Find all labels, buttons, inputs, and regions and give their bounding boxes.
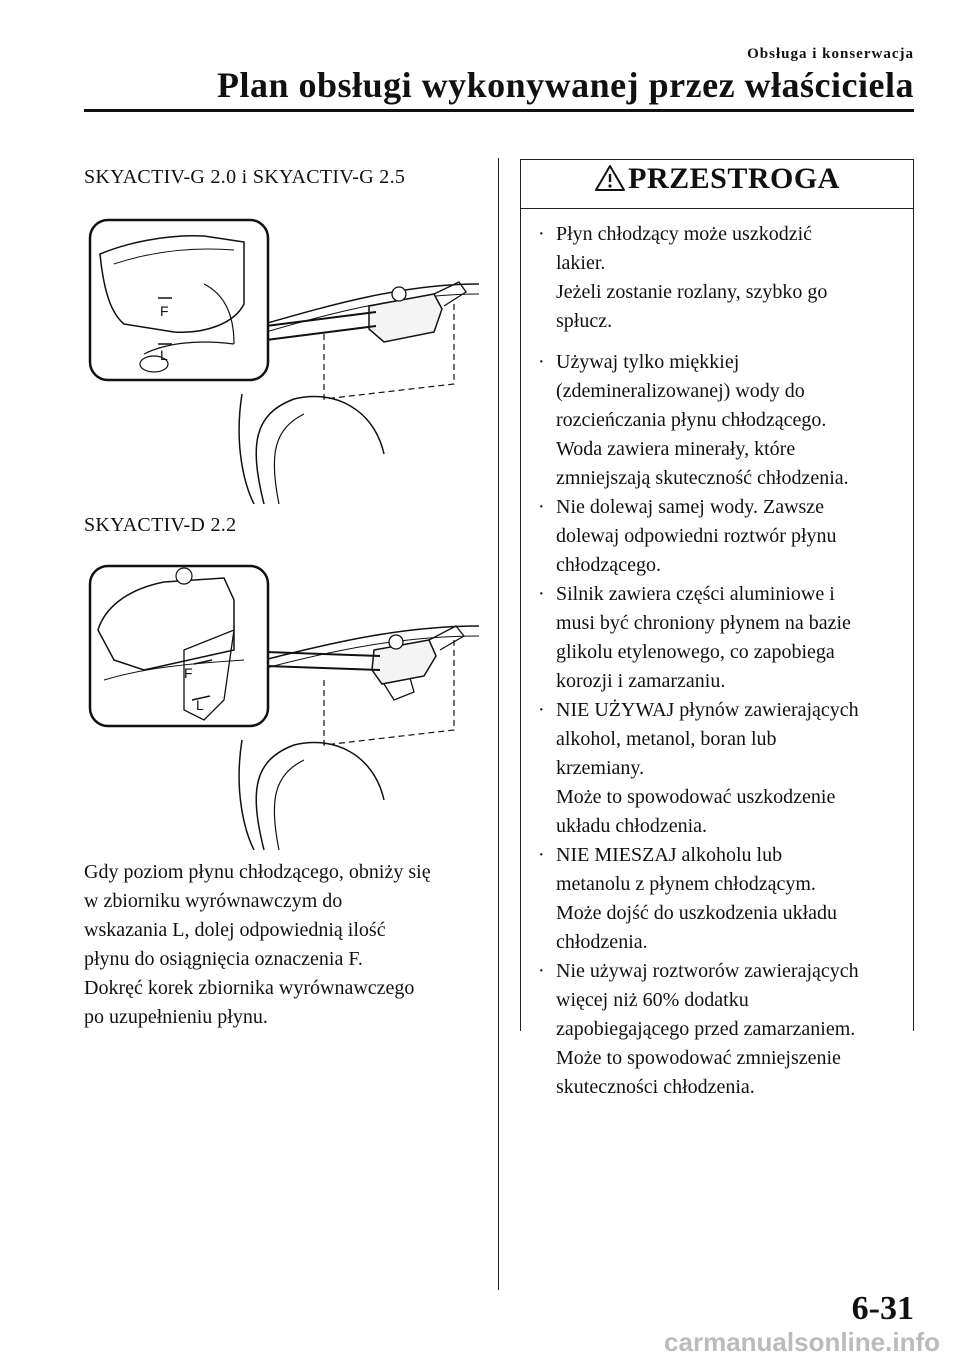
caution-line: alkohol, metanol, boran lub (556, 728, 777, 750)
caution-line: Jeżeli zostanie rozlany, szybko go (556, 281, 828, 303)
caution-line: korozji i zamarzaniu. (556, 670, 726, 692)
full-level-label: F (184, 665, 193, 681)
instruction-line: w zbiorniku wyrównawczym do (84, 890, 343, 912)
header-section-label: Obsługa i konserwacja (747, 46, 914, 62)
caution-list (534, 220, 906, 1102)
coolant-refill-instructions (84, 858, 484, 1032)
engine-heading-diesel: SKYACTIV-D 2.2 (84, 514, 237, 536)
caution-line: chłodzenia. (556, 931, 648, 953)
low-level-label: L (160, 347, 168, 363)
bullet: · (538, 583, 545, 605)
caution-line: metanolu z płynem chłodzącym. (556, 873, 816, 895)
caution-line: zapobiegającego przed zamarzaniem. (556, 1018, 856, 1040)
full-level-label: F (160, 303, 169, 319)
caution-line: Silnik zawiera części aluminiowe i (556, 583, 835, 605)
caution-line: glikolu etylenowego, co zapobiega (556, 641, 835, 663)
caution-box (520, 159, 914, 1098)
caution-line: NIE MIESZAJ alkoholu lub (556, 844, 783, 866)
caution-line: skuteczności chłodzenia. (556, 1076, 755, 1098)
bullet: · (538, 844, 545, 866)
caution-item (534, 580, 906, 696)
caution-line: Nie dolewaj samej wody. Zawsze (556, 496, 825, 518)
engine-heading-gasoline: SKYACTIV-G 2.0 i SKYACTIV-G 2.5 (84, 166, 406, 188)
bullet: · (538, 496, 545, 518)
caution-line: zmniejszają skuteczność chłodzenia. (556, 467, 849, 489)
caution-line: Nie używaj roztworów zawierających (556, 960, 859, 982)
page-number: 6-31 (851, 1290, 914, 1327)
caution-line: chłodzącego. (556, 554, 661, 576)
instruction-line: wskazania L, dolej odpowiednią ilość (84, 919, 386, 941)
page-title: Plan obsługi wykonywanej przez właściciela (217, 65, 914, 105)
caution-line: NIE UŻYWAJ płynów zawierających (556, 699, 859, 721)
caution-header (520, 162, 914, 206)
caution-line: Może to spowodować zmniejszenie (556, 1047, 841, 1069)
caution-item (534, 220, 906, 336)
caution-line: Woda zawiera minerały, które (556, 438, 796, 460)
bullet: · (538, 351, 545, 373)
caution-line: lakier. (556, 252, 606, 274)
bullet: · (538, 960, 545, 982)
watermark: carmanualsonline.info (664, 1327, 940, 1357)
bullet: · (538, 699, 545, 721)
caution-line: dolewaj odpowiedni roztwór płynu (556, 525, 837, 547)
caution-title: PRZESTROGA (628, 162, 840, 195)
instruction-line: Dokręć korek zbiornika wyrównawczego (84, 977, 415, 999)
low-level-label: L (196, 697, 204, 713)
column-divider (498, 158, 499, 1290)
caution-item (534, 348, 906, 493)
instruction-line: płynu do osiągnięcia oznaczenia F. (84, 948, 363, 970)
caution-line: Może to spowodować uszkodzenie (556, 786, 836, 808)
caution-line: krzemiany. (556, 757, 645, 779)
caution-line: musi być chroniony płynem na bazie (556, 612, 851, 634)
instruction-line: po uzupełnieniu płynu. (84, 1006, 268, 1028)
warning-triangle-icon (594, 164, 626, 192)
header-divider (84, 109, 914, 112)
caution-item (534, 493, 906, 580)
caution-line: Płyn chłodzący może uszkodzić (556, 223, 813, 245)
caution-item (534, 841, 906, 957)
instruction-line: Gdy poziom płynu chłodzącego, obniży się (84, 861, 431, 883)
caution-line: spłucz. (556, 310, 613, 332)
caution-line: więcej niż 60% dodatku (556, 989, 749, 1011)
caution-line: (zdemineralizowanej) wody do (556, 380, 805, 402)
caution-divider (520, 208, 914, 209)
bullet: · (538, 223, 545, 245)
caution-line: rozcieńczania płynu chłodzącego. (556, 409, 827, 431)
caution-line: Używaj tylko miękkiej (556, 351, 740, 373)
coolant-reservoir-illustration-diesel (84, 560, 484, 850)
caution-line: układu chłodzenia. (556, 815, 708, 837)
coolant-reservoir-illustration-gasoline (84, 214, 484, 504)
caution-item (534, 696, 906, 841)
caution-line: Może dojść do uszkodzenia układu (556, 902, 838, 924)
caution-item (534, 957, 906, 1102)
